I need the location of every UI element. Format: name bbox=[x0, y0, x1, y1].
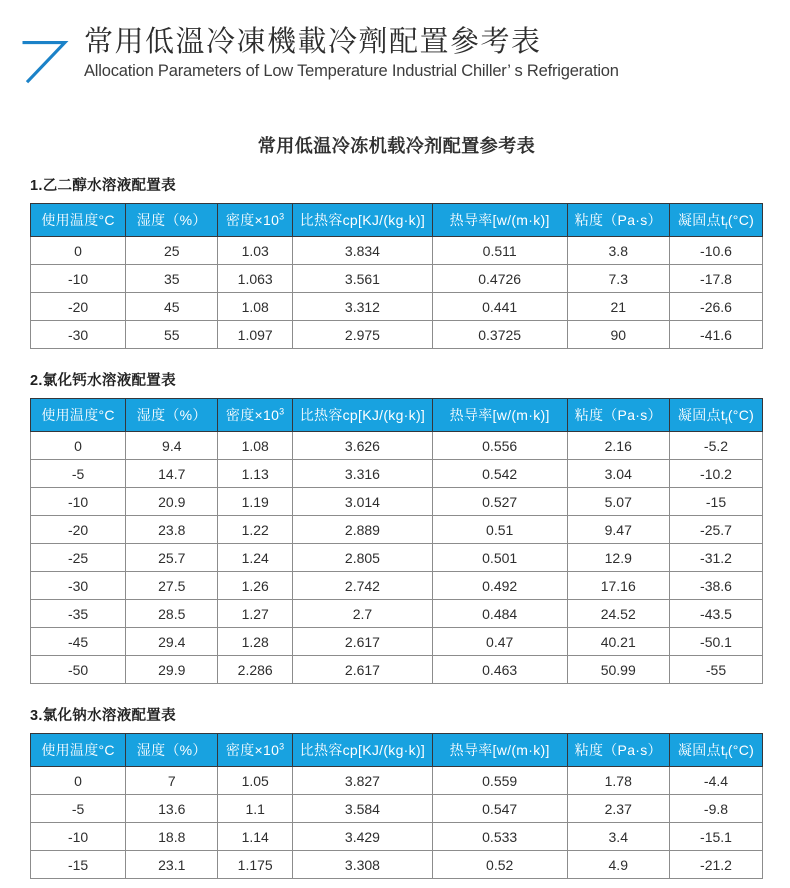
table-cell: 1.097 bbox=[218, 321, 293, 349]
table-cell: 3.4 bbox=[567, 823, 669, 851]
table-cell: -17.8 bbox=[669, 265, 762, 293]
table-row bbox=[31, 321, 763, 349]
table-cell: 20.9 bbox=[126, 488, 218, 516]
table-cell: 50.99 bbox=[567, 656, 669, 684]
table-cell: -5 bbox=[31, 460, 126, 488]
column-header: 凝固点$t_f(^\circ C)$ bbox=[669, 734, 762, 767]
table-cell: 7 bbox=[126, 767, 218, 795]
column-header: 密度$\times 10^3$ bbox=[218, 399, 293, 432]
column-header: 湿度（%） bbox=[126, 399, 218, 432]
table-cell: 2.617 bbox=[293, 656, 433, 684]
section-label: 3.氯化钠水溶液配置表 bbox=[30, 708, 176, 724]
section-ethylene-glycol bbox=[30, 174, 763, 349]
section-calcium-chloride bbox=[30, 369, 763, 684]
section-sodium-chloride bbox=[30, 704, 763, 879]
table-cell: 2.742 bbox=[293, 572, 433, 600]
table-cell: 0.4726 bbox=[432, 265, 567, 293]
column-header: 湿度（%） bbox=[126, 734, 218, 767]
table-cell: -31.2 bbox=[669, 544, 762, 572]
column-header: 使用温度°C bbox=[31, 399, 126, 432]
table-cell: 0.3725 bbox=[432, 321, 567, 349]
table-row bbox=[31, 488, 763, 516]
page-title: 常用低温冷冻机载冷剂配置参考表 bbox=[257, 136, 536, 156]
column-header: 使用温度°C bbox=[31, 734, 126, 767]
table-cell: 3.561 bbox=[293, 265, 433, 293]
table-row bbox=[31, 516, 763, 544]
column-header: 凝固点$t_f(^\circ C)$ bbox=[669, 204, 762, 237]
table-cell: 3.827 bbox=[293, 767, 433, 795]
brand-title: 常用低溫冷凍機載冷劑配置參考表 bbox=[84, 26, 542, 58]
table-cell: -50 bbox=[31, 656, 126, 684]
table-cell: 55 bbox=[126, 321, 218, 349]
table-cell: -25.7 bbox=[669, 516, 762, 544]
table-cell: 3.8 bbox=[567, 237, 669, 265]
table-cell: 14.7 bbox=[126, 460, 218, 488]
table-cell: 2.7 bbox=[293, 600, 433, 628]
brand-text bbox=[84, 26, 619, 81]
table-cell: 0.52 bbox=[432, 851, 567, 879]
table-cell: 25 bbox=[126, 237, 218, 265]
table-cell: -15 bbox=[31, 851, 126, 879]
column-header: 热导率[w/(m·k)] bbox=[432, 204, 567, 237]
table-cell: 3.626 bbox=[293, 432, 433, 460]
table-cell: 2.889 bbox=[293, 516, 433, 544]
table-row bbox=[31, 432, 763, 460]
table-cell: 12.9 bbox=[567, 544, 669, 572]
table-cell: 1.175 bbox=[218, 851, 293, 879]
table-cell: 7.3 bbox=[567, 265, 669, 293]
table-cell: 2.16 bbox=[567, 432, 669, 460]
table-cell: -10 bbox=[31, 823, 126, 851]
table-cell: 0.463 bbox=[432, 656, 567, 684]
table-cell: 3.316 bbox=[293, 460, 433, 488]
header-row bbox=[31, 734, 763, 767]
table-cell: 29.9 bbox=[126, 656, 218, 684]
table-cell: -30 bbox=[31, 572, 126, 600]
table-cell: 29.4 bbox=[126, 628, 218, 656]
table-cell: 3.584 bbox=[293, 795, 433, 823]
table-row bbox=[31, 823, 763, 851]
table-cell: 3.308 bbox=[293, 851, 433, 879]
table-cell: 0.441 bbox=[432, 293, 567, 321]
table-cell: -10 bbox=[31, 488, 126, 516]
table-cell: 1.26 bbox=[218, 572, 293, 600]
table-cell: -26.6 bbox=[669, 293, 762, 321]
table-cell: 0.559 bbox=[432, 767, 567, 795]
table-cell: 0.492 bbox=[432, 572, 567, 600]
table-cell: 1.13 bbox=[218, 460, 293, 488]
column-header: 粘度（Pa·s） bbox=[567, 204, 669, 237]
table-cell: -4.4 bbox=[669, 767, 762, 795]
ethylene-glycol-table bbox=[30, 203, 763, 349]
table-cell: -9.8 bbox=[669, 795, 762, 823]
column-header: 比热容cp[KJ/(kg·k)] bbox=[293, 399, 433, 432]
table-cell: 35 bbox=[126, 265, 218, 293]
column-header: 比热容cp[KJ/(kg·k)] bbox=[293, 734, 433, 767]
table-cell: 0.511 bbox=[432, 237, 567, 265]
table-cell: 1.28 bbox=[218, 628, 293, 656]
table-row bbox=[31, 795, 763, 823]
table-cell: -50.1 bbox=[669, 628, 762, 656]
calcium-chloride-table bbox=[30, 398, 763, 684]
column-header: 使用温度°C bbox=[31, 204, 126, 237]
table-cell: 1.08 bbox=[218, 432, 293, 460]
table-cell: -21.2 bbox=[669, 851, 762, 879]
table-cell: 0.47 bbox=[432, 628, 567, 656]
table-cell: 1.22 bbox=[218, 516, 293, 544]
table-cell: 45 bbox=[126, 293, 218, 321]
table-cell: 1.24 bbox=[218, 544, 293, 572]
table-cell: 3.014 bbox=[293, 488, 433, 516]
column-header: 密度$\times 10^3$ bbox=[218, 204, 293, 237]
table-row bbox=[31, 237, 763, 265]
document-body bbox=[0, 132, 790, 879]
table-cell: -5.2 bbox=[669, 432, 762, 460]
table-cell: 28.5 bbox=[126, 600, 218, 628]
table-cell: 1.063 bbox=[218, 265, 293, 293]
table-cell: 0.542 bbox=[432, 460, 567, 488]
table-row bbox=[31, 600, 763, 628]
table-cell: -5 bbox=[31, 795, 126, 823]
table-cell: 9.47 bbox=[567, 516, 669, 544]
table-row bbox=[31, 460, 763, 488]
table-cell: 24.52 bbox=[567, 600, 669, 628]
table-cell: 0.547 bbox=[432, 795, 567, 823]
column-header: 比热容cp[KJ/(kg·k)] bbox=[293, 204, 433, 237]
table-cell: 40.21 bbox=[567, 628, 669, 656]
column-header: 热导率[w/(m·k)] bbox=[432, 734, 567, 767]
arrow-up-right-icon bbox=[18, 28, 72, 86]
table-cell: -55 bbox=[669, 656, 762, 684]
table-cell: 5.07 bbox=[567, 488, 669, 516]
column-header: 湿度（%） bbox=[126, 204, 218, 237]
table-cell: -45 bbox=[31, 628, 126, 656]
table-cell: 1.03 bbox=[218, 237, 293, 265]
table-cell: 23.1 bbox=[126, 851, 218, 879]
table-cell: 0 bbox=[31, 432, 126, 460]
table-cell: 0.484 bbox=[432, 600, 567, 628]
table-cell: 9.4 bbox=[126, 432, 218, 460]
column-header: 粘度（Pa·s） bbox=[567, 734, 669, 767]
header-row bbox=[31, 204, 763, 237]
table-cell: 21 bbox=[567, 293, 669, 321]
section-label: 1.乙二醇水溶液配置表 bbox=[30, 178, 176, 194]
table-row bbox=[31, 572, 763, 600]
table-cell: -25 bbox=[31, 544, 126, 572]
table-cell: 0.533 bbox=[432, 823, 567, 851]
table-cell: -10.2 bbox=[669, 460, 762, 488]
table-cell: 0 bbox=[31, 237, 126, 265]
column-header: 凝固点$t_f(^\circ C)$ bbox=[669, 399, 762, 432]
table-cell: 0.556 bbox=[432, 432, 567, 460]
table-cell: 13.6 bbox=[126, 795, 218, 823]
table-cell: -20 bbox=[31, 293, 126, 321]
table-cell: 0.527 bbox=[432, 488, 567, 516]
table-cell: 1.14 bbox=[218, 823, 293, 851]
table-cell: 3.04 bbox=[567, 460, 669, 488]
table-cell: 25.7 bbox=[126, 544, 218, 572]
table-cell: 2.975 bbox=[293, 321, 433, 349]
table-cell: -10.6 bbox=[669, 237, 762, 265]
table-cell: 0.501 bbox=[432, 544, 567, 572]
table-cell: 3.429 bbox=[293, 823, 433, 851]
table-cell: -15.1 bbox=[669, 823, 762, 851]
table-cell: 90 bbox=[567, 321, 669, 349]
table-cell: 2.37 bbox=[567, 795, 669, 823]
sodium-chloride-table bbox=[30, 733, 763, 879]
table-cell: 1.1 bbox=[218, 795, 293, 823]
table-cell: -10 bbox=[31, 265, 126, 293]
table-cell: 2.286 bbox=[218, 656, 293, 684]
table-cell: 4.9 bbox=[567, 851, 669, 879]
table-cell: 1.19 bbox=[218, 488, 293, 516]
table-cell: 3.834 bbox=[293, 237, 433, 265]
column-header: 粘度（Pa·s） bbox=[567, 399, 669, 432]
table-cell: 17.16 bbox=[567, 572, 669, 600]
table-cell: 0.51 bbox=[432, 516, 567, 544]
table-cell: 1.05 bbox=[218, 767, 293, 795]
table-cell: 23.8 bbox=[126, 516, 218, 544]
table-cell: 27.5 bbox=[126, 572, 218, 600]
table-cell: 1.78 bbox=[567, 767, 669, 795]
table-row bbox=[31, 851, 763, 879]
column-header: 热导率[w/(m·k)] bbox=[432, 399, 567, 432]
table-row bbox=[31, 265, 763, 293]
table-cell: -15 bbox=[669, 488, 762, 516]
table-row bbox=[31, 544, 763, 572]
table-row bbox=[31, 628, 763, 656]
table-row bbox=[31, 656, 763, 684]
table-row bbox=[31, 293, 763, 321]
table-cell: -41.6 bbox=[669, 321, 762, 349]
table-row bbox=[31, 767, 763, 795]
table-cell: 1.08 bbox=[218, 293, 293, 321]
table-cell: -30 bbox=[31, 321, 126, 349]
table-cell: 2.617 bbox=[293, 628, 433, 656]
table-cell: 0 bbox=[31, 767, 126, 795]
table-cell: 18.8 bbox=[126, 823, 218, 851]
section-label: 2.氯化钙水溶液配置表 bbox=[30, 373, 176, 389]
table-cell: -20 bbox=[31, 516, 126, 544]
brand-header bbox=[0, 0, 790, 86]
table-cell: -43.5 bbox=[669, 600, 762, 628]
table-cell: -38.6 bbox=[669, 572, 762, 600]
table-cell: -35 bbox=[31, 600, 126, 628]
header-row bbox=[31, 399, 763, 432]
brand-subtitle: Allocation Parameters of Low Temperature Industrial Chiller’ s Refrigeration bbox=[84, 62, 619, 81]
table-cell: 2.805 bbox=[293, 544, 433, 572]
table-cell: 3.312 bbox=[293, 293, 433, 321]
table-cell: 1.27 bbox=[218, 600, 293, 628]
column-header: 密度$\times 10^3$ bbox=[218, 734, 293, 767]
